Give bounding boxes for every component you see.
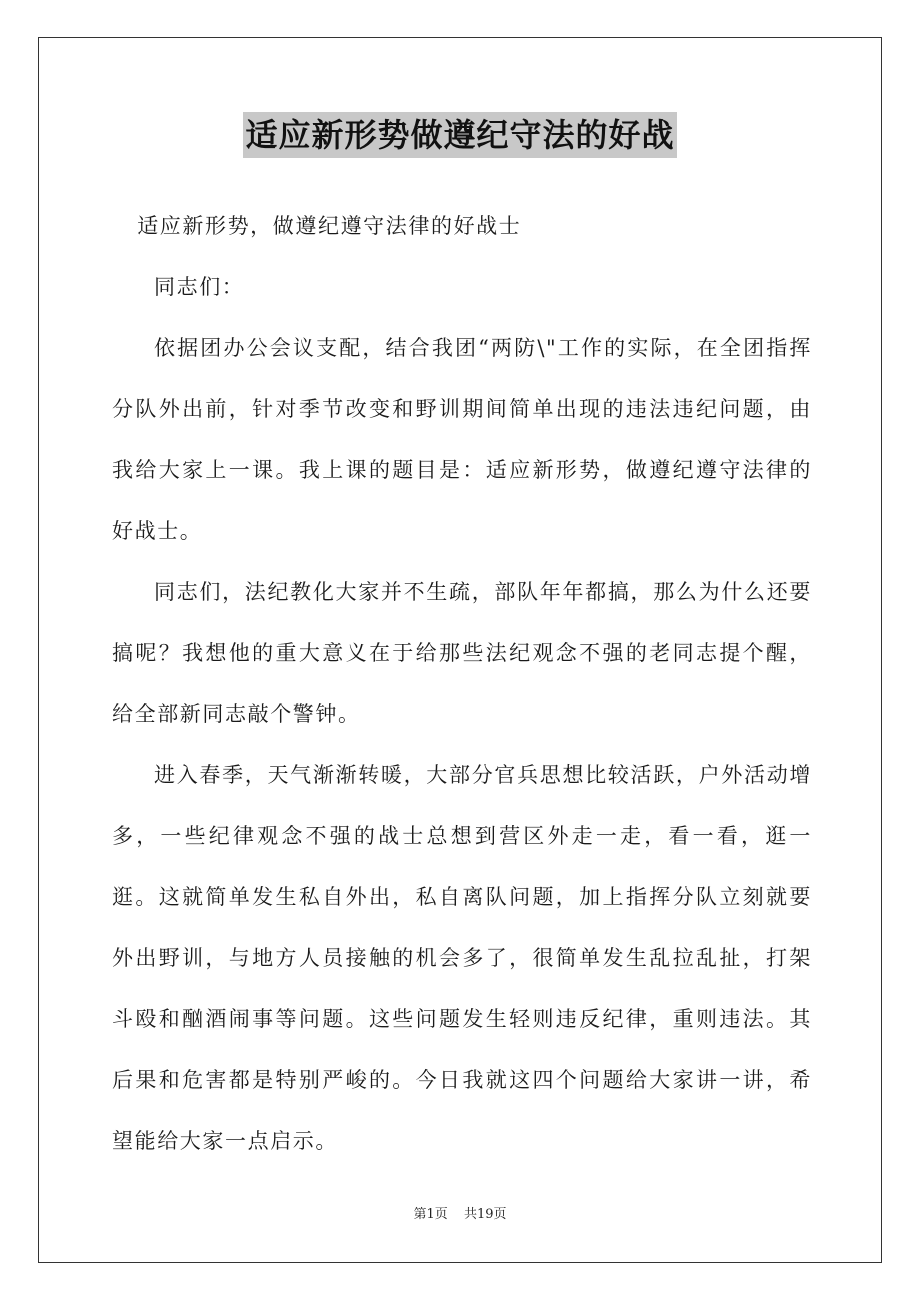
page-footer (0, 1206, 920, 1224)
page-number: 第1页 (413, 1207, 448, 1222)
title-container (0, 112, 920, 158)
paragraph-subtitle: 适应新形势，做遵纪遵守法律的好战士 (137, 214, 522, 238)
paragraph-season: 进入春季，天气渐渐转暖，大部分官兵思想比较活跃，户外活动增多，一些纪律观念不强的战士总想到营区外走一走，看一看，逛一逛。这就简单发生私自外出，私自离队问题，加上指挥分队立刻就要外出野训，与地方人员接触的机会多了，很简单发生乱拉乱扯，打架斗殴和酗酒闹事等问题。这些问题发生轻则违反纪律，重则违法。其后果和危害都是特别严峻的。今日我就这四个问题给大家讲一讲，希望能给大家一点启示。 (112, 763, 812, 1153)
paragraph-purpose: 同志们，法纪教化大家并不生疏，部队年年都搞，那么为什么还要搞呢？我想他的重大意义在于给那些法纪观念不强的老同志提个醒，给全部新同志敲个警钟。 (112, 580, 812, 726)
document-body (112, 196, 812, 1172)
page-total: 共19页 (463, 1207, 507, 1222)
paragraph-salutation: 同志们： (154, 275, 245, 299)
document-title: 适应新形势做遵纪守法的好战 (243, 112, 676, 158)
paragraph-intro: 依据团办公会议支配，结合我团“两防\"工作的实际，在全团指挥分队外出前，针对季节改变和野训期间简单出现的违法违纪问题，由我给大家上一课。我上课的题目是：适应新形势，做遵纪遵守法律的好战士。 (112, 336, 812, 543)
